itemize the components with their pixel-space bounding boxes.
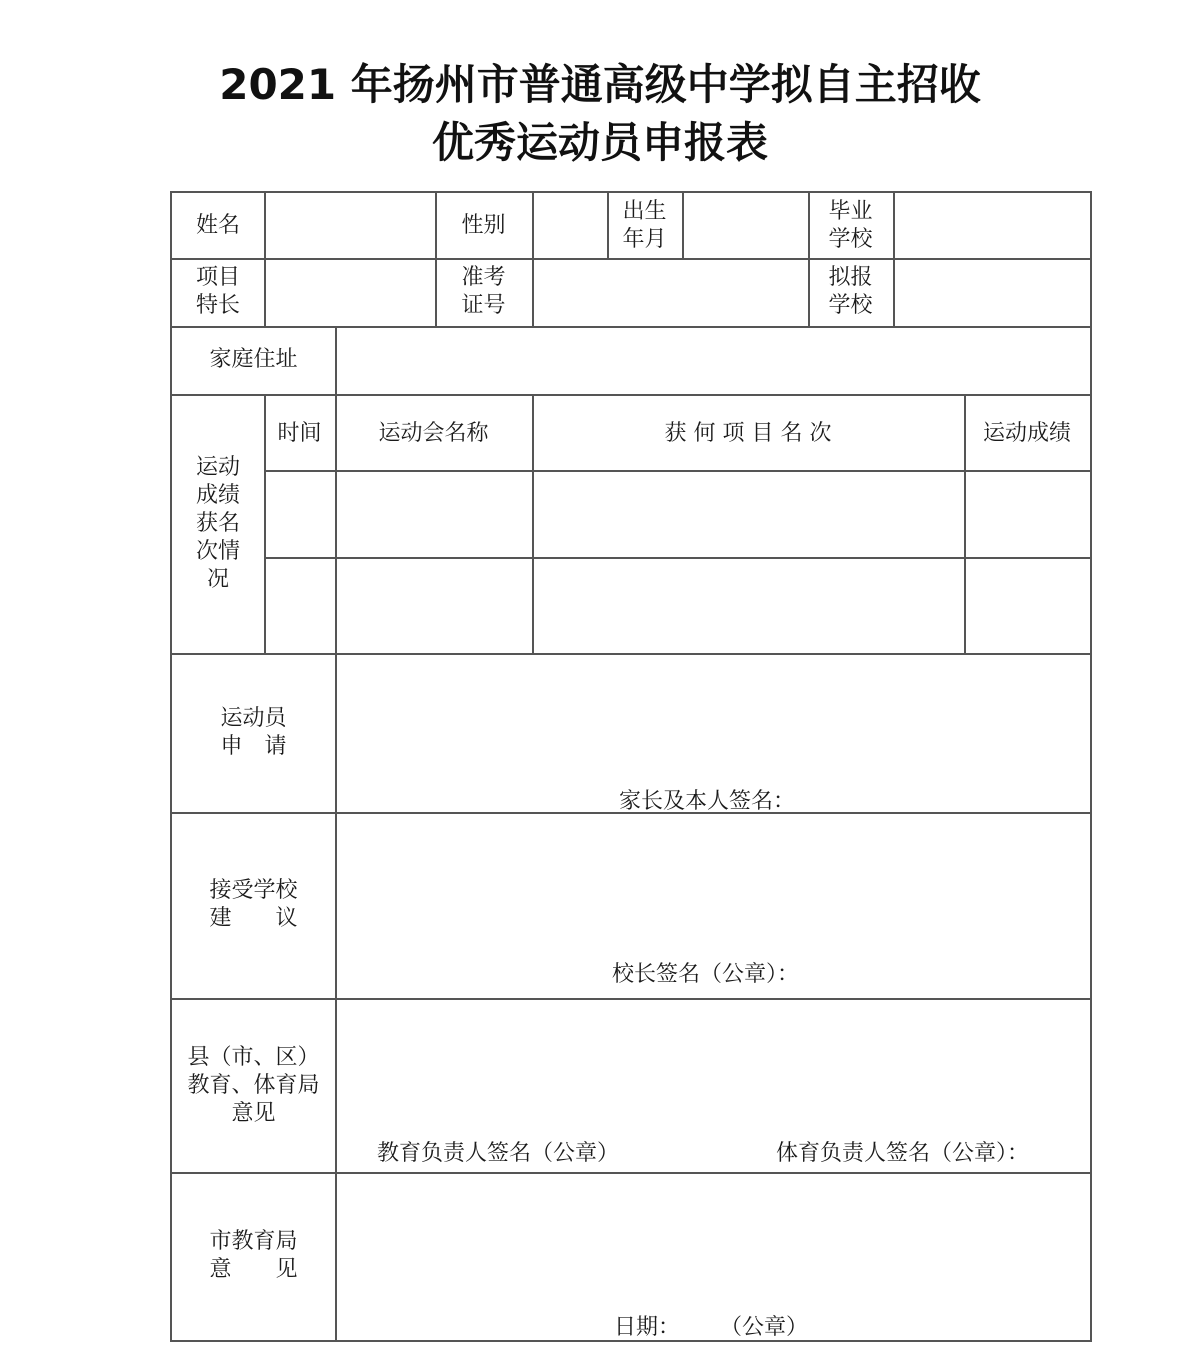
principal-signature-label: 校长签名（公章）： bbox=[612, 962, 800, 987]
city-bureau-opinion-label: 市教育局 意 见 bbox=[209, 1229, 298, 1282]
education-head-signature-label: 教育负责人签名（公章） bbox=[377, 1141, 620, 1166]
achievement-row-1-meet[interactable] bbox=[337, 472, 530, 555]
date-label: 日期： bbox=[614, 1315, 681, 1340]
athlete-application-label: 运动员 申 请 bbox=[220, 705, 287, 759]
city-bureau-opinion-field[interactable] bbox=[337, 1174, 1088, 1338]
graduation-school-label: 毕业 学校 bbox=[828, 198, 873, 252]
exam-number-label: 准考 证号 bbox=[461, 265, 506, 318]
column-header-meet-name: 运动会名称 bbox=[378, 421, 489, 446]
birth-date-label: 出生 年月 bbox=[622, 198, 667, 252]
achievement-row-1-time[interactable] bbox=[266, 472, 333, 555]
specialty-label: 项目 特长 bbox=[195, 265, 240, 318]
graduation-school-field[interactable] bbox=[895, 195, 1088, 256]
gender-label: 性别 bbox=[461, 212, 506, 238]
form-title-line-1: 2021 年扬州市普通高级中学拟自主招收 bbox=[219, 60, 981, 109]
achievement-row-2-placing[interactable] bbox=[534, 559, 962, 651]
achievement-row-1-placing[interactable] bbox=[534, 472, 962, 555]
form-title-line-2: 优秀运动员申报表 bbox=[431, 118, 768, 167]
parent-signature-label: 家长及本人签名： bbox=[619, 789, 796, 814]
county-bureau-opinion-label: 县（市、区） 教育、体育局 意见 bbox=[187, 1045, 320, 1126]
achievement-row-2-time[interactable] bbox=[266, 559, 333, 651]
target-school-label: 拟报 学校 bbox=[828, 265, 873, 318]
column-header-event-placing: 获 何 项 目 名 次 bbox=[664, 421, 832, 446]
exam-number-field[interactable] bbox=[534, 260, 806, 324]
achievement-row-1-result[interactable] bbox=[966, 472, 1088, 555]
name-field[interactable] bbox=[266, 195, 433, 256]
official-seal-label: （公章） bbox=[720, 1315, 809, 1340]
gender-field[interactable] bbox=[534, 195, 605, 256]
achievement-row-2-meet[interactable] bbox=[337, 559, 530, 651]
achievements-section-label: 运动 成绩 获名 次情 况 bbox=[195, 454, 240, 592]
sports-head-signature-label: 体育负责人签名（公章）： bbox=[776, 1141, 1030, 1166]
column-header-result: 运动成绩 bbox=[982, 421, 1071, 446]
target-school-field[interactable] bbox=[895, 260, 1088, 324]
home-address-field[interactable] bbox=[337, 328, 1088, 392]
application-form-table bbox=[170, 191, 1092, 1342]
achievement-row-2-result[interactable] bbox=[966, 559, 1088, 651]
home-address-label: 家庭住址 bbox=[209, 347, 298, 372]
school-suggestion-label: 接受学校 建 议 bbox=[209, 878, 298, 931]
column-header-time: 时间 bbox=[277, 421, 322, 446]
name-label: 姓名 bbox=[195, 212, 240, 238]
specialty-field[interactable] bbox=[266, 260, 433, 324]
birth-date-field[interactable] bbox=[684, 195, 806, 256]
